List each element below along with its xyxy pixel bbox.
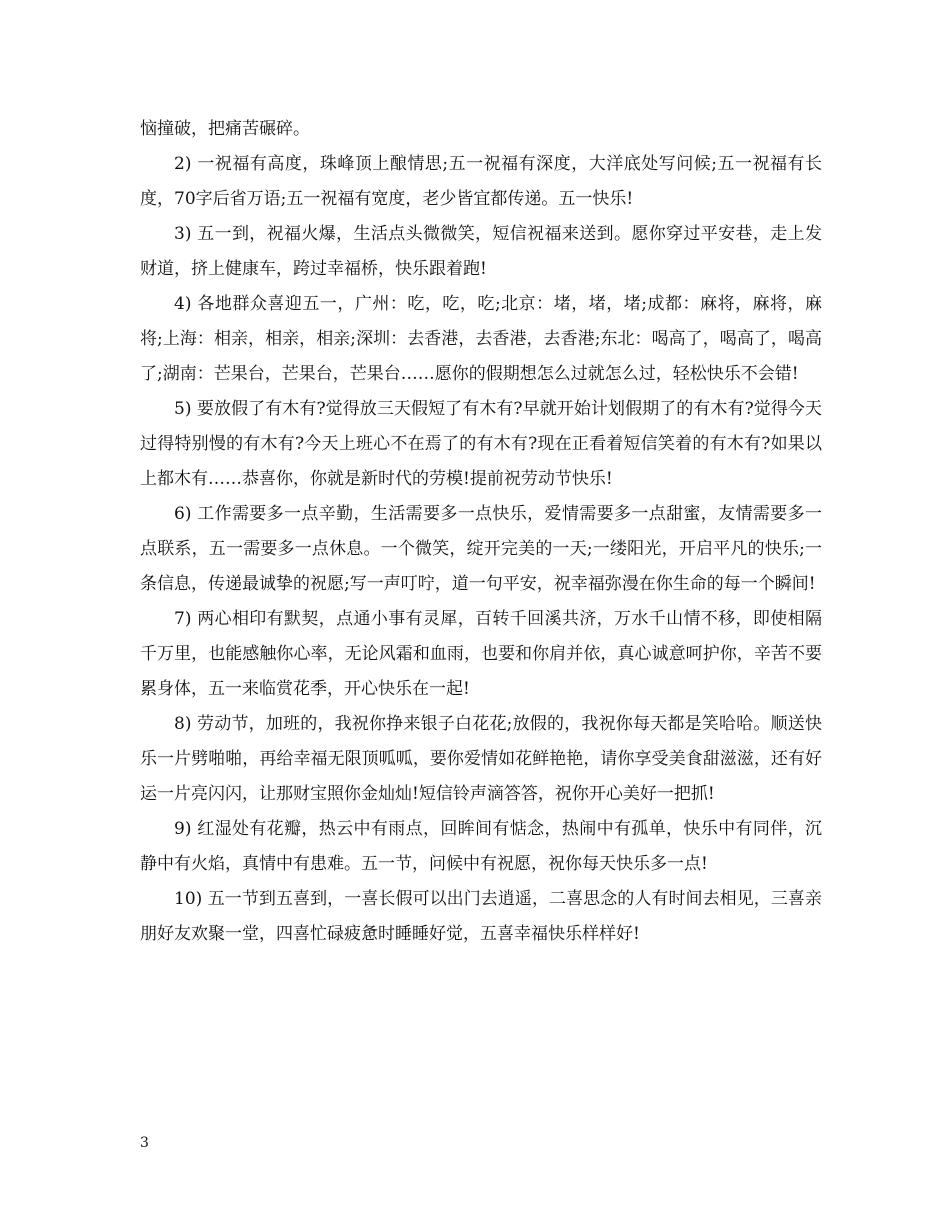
paragraph-item-5: 5) 要放假了有木有?觉得放三天假短了有木有?早就开始计划假期了的有木有?觉得今天过得特别慢的有木有?今天上班心不在焉了的有木有?现在正看着短信笑着的有木有?如果以上都木有……恭喜你，你就是新时代的劳模!提前祝劳动节快乐! bbox=[140, 399, 822, 489]
paragraph-item-3: 3) 五一到，祝福火爆，生活点头微微笑，短信祝福来送到。愿你穿过平安巷，走上发财道，挤上健康车，跨过幸福桥，快乐跟着跑! bbox=[140, 224, 822, 279]
paragraph-item-10: 10) 五一节到五喜到，一喜长假可以出门去逍遥，二喜思念的人有时间去相见，三喜亲朋好友欢聚一堂，四喜忙碌疲惫时睡睡好觉，五喜幸福快乐样样好! bbox=[140, 889, 822, 944]
paragraph-item-2: 2) 一祝福有高度，珠峰顶上酿情思;五一祝福有深度，大洋底处写问候;五一祝福有长度，70字后省万语;五一祝福有宽度，老少皆宜都传递。五一快乐! bbox=[140, 154, 822, 209]
paragraph-item-8: 8) 劳动节，加班的，我祝你挣来银子白花花;放假的，我祝你每天都是笑哈哈。顺送快乐一片劈啪啪，再给幸福无限顶呱呱，要你爱情如花鲜艳艳，请你享受美食甜滋滋，还有好运一片亮闪闪，让那财宝照你金灿灿!短信铃声滴答答，祝你开心美好一把抓! bbox=[140, 714, 822, 804]
document-body bbox=[140, 112, 822, 952]
page-number: 3 bbox=[140, 1135, 149, 1151]
paragraph-item-9: 9) 红湿处有花瓣，热云中有雨点，回眸间有惦念，热闹中有孤单，快乐中有同伴，沉静中有火焰，真情中有患难。五一节，问候中有祝愿，祝你每天快乐多一点! bbox=[140, 819, 822, 874]
paragraph-continuation: 恼撞破，把痛苦碾碎。 bbox=[140, 119, 310, 139]
paragraph-item-7: 7) 两心相印有默契，点通小事有灵犀，百转千回溪共济，万水千山情不移，即使相隔千万里，也能感触你心率，无论风霜和血雨，也要和你肩并依，真心诚意呵护你，辛苦不要累身体，五一来临赏花季，开心快乐在一起! bbox=[140, 609, 822, 699]
paragraph-item-6: 6) 工作需要多一点辛勤，生活需要多一点快乐，爱情需要多一点甜蜜，友情需要多一点联系，五一需要多一点休息。一个微笑，绽开完美的一天;一缕阳光，开启平凡的快乐;一条信息，传递最诚挚的祝愿;写一声叮咛，道一句平安，祝幸福弥漫在你生命的每一个瞬间! bbox=[140, 504, 822, 594]
paragraph-item-4: 4) 各地群众喜迎五一，广州：吃，吃，吃;北京：堵，堵，堵;成都：麻将，麻将，麻将;上海：相亲，相亲，相亲;深圳：去香港，去香港，去香港;东北：喝高了，喝高了，喝高了;湖南：芒果台，芒果台，芒果台……愿你的假期想怎么过就怎么过，轻松快乐不会错! bbox=[140, 294, 822, 384]
